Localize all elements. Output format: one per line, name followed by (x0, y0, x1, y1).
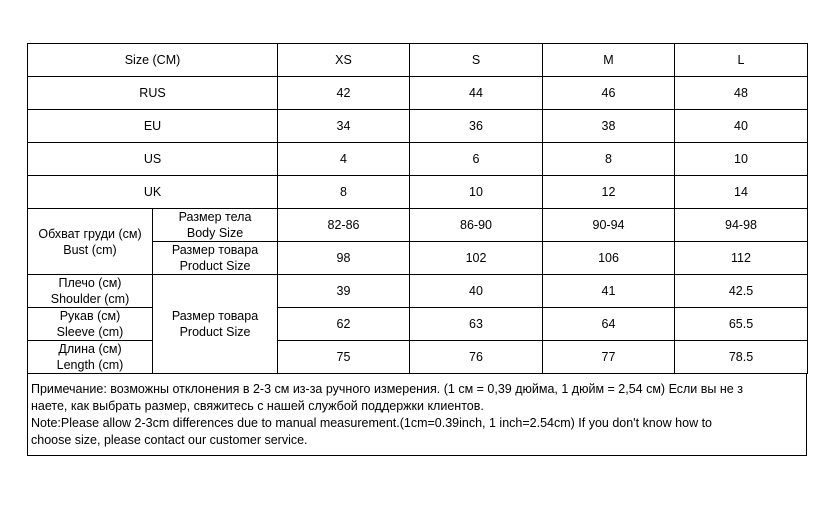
table-cell: 46 (543, 77, 675, 110)
table-cell: 10 (675, 143, 808, 176)
table-cell: 10 (410, 176, 543, 209)
table-cell: 112 (675, 242, 808, 275)
bust-label-ru: Обхват груди (см) (38, 226, 142, 241)
size-header-xs: XS (278, 44, 410, 77)
table-cell: 48 (675, 77, 808, 110)
note-line: choose size, please contact our customer service. (31, 433, 308, 447)
table-cell: 34 (278, 110, 410, 143)
table-cell: 40 (675, 110, 808, 143)
size-header-m: M (543, 44, 675, 77)
table-row-eu (28, 110, 808, 143)
shoulder-label-ru: Плечо (см) (58, 276, 122, 290)
size-header-s: S (410, 44, 543, 77)
product-size-group-label (153, 275, 278, 374)
table-cell: 65.5 (675, 308, 808, 341)
table-row-rus (28, 77, 808, 110)
table-cell: 62 (278, 308, 410, 341)
bust-label (28, 209, 153, 275)
table-cell: 75 (278, 341, 410, 374)
size-chart (27, 43, 807, 456)
table-cell: 42.5 (675, 275, 808, 308)
shoulder-label (28, 275, 153, 308)
table-cell: 38 (543, 110, 675, 143)
table-cell: 64 (543, 308, 675, 341)
table-row-shoulder (28, 275, 808, 308)
header-row (28, 44, 808, 77)
table-row-uk (28, 176, 808, 209)
size-table (27, 43, 808, 374)
table-cell: 36 (410, 110, 543, 143)
table-cell: 78.5 (675, 341, 808, 374)
table-cell: 8 (278, 176, 410, 209)
row-label: US (28, 143, 278, 176)
table-cell: 4 (278, 143, 410, 176)
row-label: EU (28, 110, 278, 143)
product-size-label-en: Product Size (179, 259, 251, 273)
table-cell: 76 (410, 341, 543, 374)
table-cell: 14 (675, 176, 808, 209)
size-header-l: L (675, 44, 808, 77)
bust-label-en: Bust (cm) (63, 242, 117, 257)
sleeve-label-en: Sleeve (cm) (56, 325, 124, 339)
body-size-label (153, 209, 278, 242)
table-cell: 102 (410, 242, 543, 275)
table-cell: 82-86 (278, 209, 410, 242)
table-row-bust-body (28, 209, 808, 242)
table-cell: 42 (278, 77, 410, 110)
table-cell: 40 (410, 275, 543, 308)
table-cell: 39 (278, 275, 410, 308)
table-cell: 6 (410, 143, 543, 176)
row-label: UK (28, 176, 278, 209)
table-cell: 41 (543, 275, 675, 308)
sleeve-label (28, 308, 153, 341)
row-label: RUS (28, 77, 278, 110)
table-cell: 12 (543, 176, 675, 209)
length-label-en: Length (cm) (56, 358, 124, 372)
note-line: Note:Please allow 2-3cm differences due to manual measurement.(1cm=0.39inch, 1 inch=2.54cm) If you don't know how to (31, 416, 712, 430)
table-cell: 106 (543, 242, 675, 275)
sleeve-label-ru: Рукав (см) (59, 309, 121, 323)
body-size-label-ru: Размер тела (178, 210, 252, 224)
table-cell: 98 (278, 242, 410, 275)
table-row-length (28, 341, 808, 374)
table-cell: 63 (410, 308, 543, 341)
header-label: Size (CM) (28, 44, 278, 77)
length-label-ru: Длина (см) (58, 342, 122, 356)
product-group-label-en: Product Size (179, 325, 251, 339)
table-row-us (28, 143, 808, 176)
product-size-label-ru: Размер товара (171, 243, 259, 257)
table-cell: 90-94 (543, 209, 675, 242)
body-size-label-en: Body Size (186, 226, 244, 240)
table-cell: 86-90 (410, 209, 543, 242)
note-line: Примечание: возможны отклонения в 2-3 см из-за ручного измерения. (1 см = 0,39 дюйма, 1 дюйм = 2,54 см) Если вы не з (31, 382, 743, 396)
table-cell: 8 (543, 143, 675, 176)
measurement-note (27, 374, 807, 456)
product-group-label-ru: Размер товара (171, 309, 259, 323)
table-cell: 44 (410, 77, 543, 110)
product-size-label (153, 242, 278, 275)
length-label (28, 341, 153, 374)
note-line: наете, как выбрать размер, свяжитесь с нашей службой поддержки клиентов. (31, 399, 484, 413)
shoulder-label-en: Shoulder (cm) (50, 292, 130, 306)
table-cell: 94-98 (675, 209, 808, 242)
table-cell: 77 (543, 341, 675, 374)
table-row-sleeve (28, 308, 808, 341)
